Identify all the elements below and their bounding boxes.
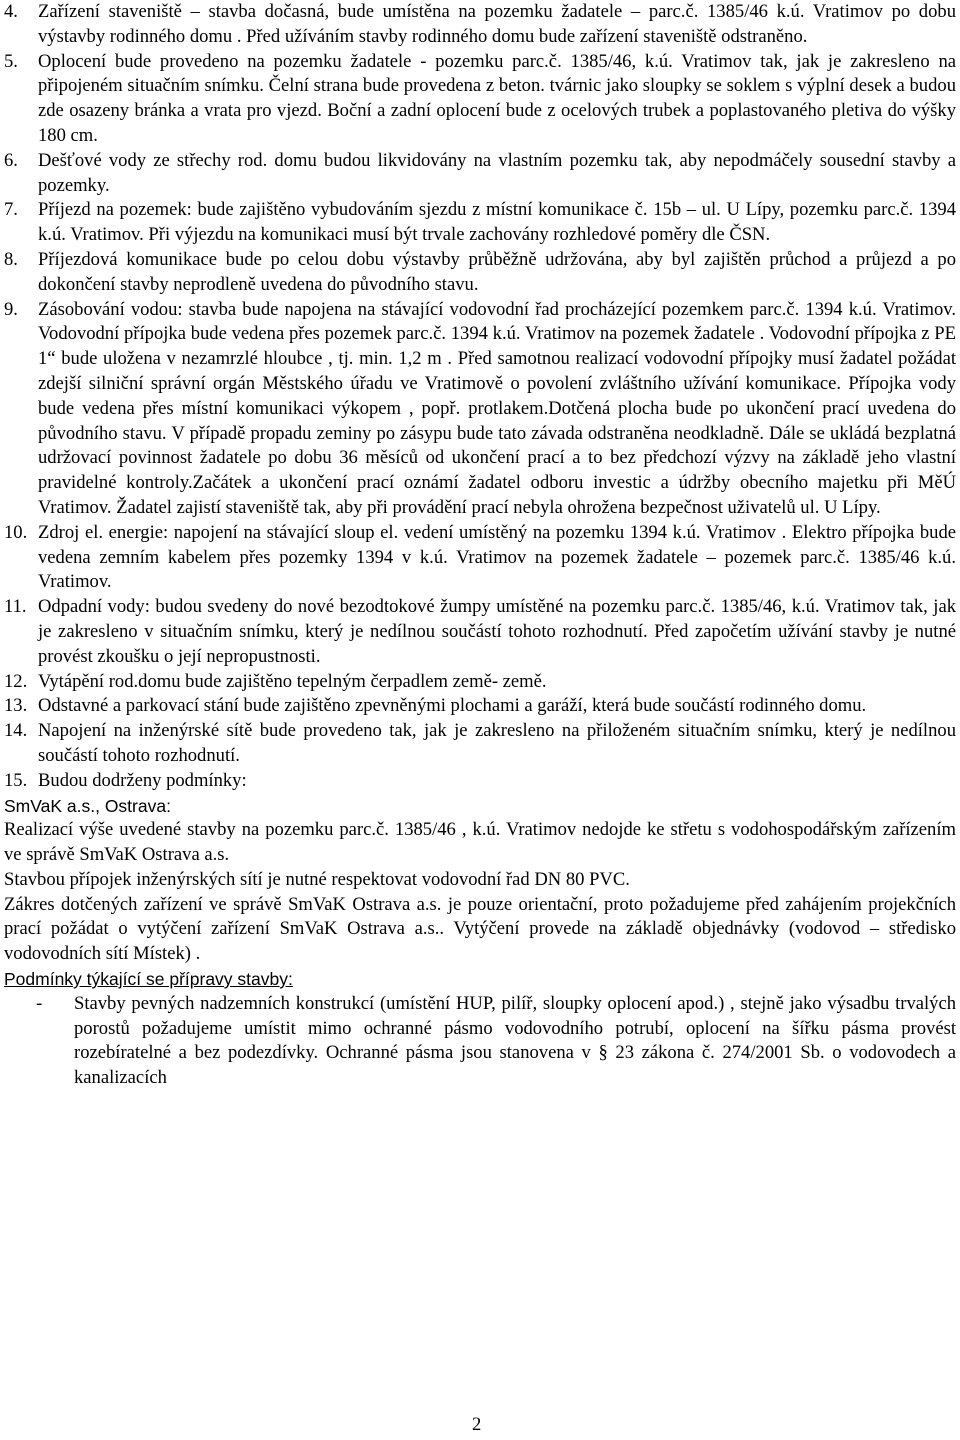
list-item: 5. Oplocení bude provedeno na pozemku žadatele - pozemku parc.č. 1385/46, k.ú. Vratimov tak, jak je zakresleno na připojeném situačním snímku. Čelní strana bude provedena z beton. tvárnic jako sloupky se soklem s výplní desek a budou zde osazeny bránka a vrata pro vjezd. Boční a zadní oplocení bude z ocelových trubek a poplastovaného pletiva do výšky 180 cm. — [4, 50, 956, 146]
conditions-item: - Stavby pevných nadzemních konstrukcí (umístění HUP, pilíř, sloupky oplocení apod.) , stejně jako výsadbu trvalých porostů požadujeme umístit mimo ochranné pásmo vodovodního potrubí, oplocení na šířku pásma provést rozebíratelné a bez podezdívky. Ochranné pásma jsou stanovena v § 23 zákona č. 274/2001 Sb. o vodovodech a kanalizacích — [36, 992, 956, 1089]
list-item: 6. Dešťové vody ze střechy rod. domu budou likvidovány na vlastním pozemku tak, aby nepodmáčely sousední stavby a pozemky. — [4, 149, 956, 196]
list-item: 8. Příjezdová komunikace bude po celou dobu výstavby průběžně udržována, aby byl zajištěn průchod a průjezd a po dokončení stavby neprodleně uvedena do původního stavu. — [4, 248, 956, 295]
list-item: 10. Zdroj el. energie: napojení na stávající sloup el. vedení umístěný na pozemku 1394 k.ú. Vratimov . Elektro přípojka bude vedena zemním kabelem přes pozemky 1394 v k.ú. Vratimov na pozemek žadatele – pozemek parc.č. 1385/46 k.ú. Vratimov. — [4, 521, 956, 593]
list-item: 12. Vytápění rod.domu bude zajištěno tepelným čerpadlem země- země. — [4, 670, 547, 692]
smvak-heading: SmVaK a.s., Ostrava: — [4, 795, 171, 816]
conditions-heading: Podmínky týkající se přípravy stavby: — [4, 969, 293, 990]
list-item: 15. Budou dodrženy podmínky: — [4, 769, 247, 791]
list-item: 7. Příjezd na pozemek: bude zajištěno vybudováním sjezdu z místní komunikace č. 15b – ul. U Lípy, pozemku parc.č. 1394 k.ú. Vratimov. Při výjezdu na komunikaci musí být trvale zachovány rozhledové poměry dle ČSN. — [4, 199, 956, 246]
list-item: 13. Odstavné a parkovací stání bude zajištěno zpevněnými plochami a garáží, která bude součástí rodinného domu. — [4, 695, 867, 717]
smvak-paragraph-3: Zákres dotčených zařízení ve správě SmVaK Ostrava a.s. je pouze orientační, proto požadujeme před zahájením projekčních prací požádat o vytýčení zařízení SmVaK Ostrava a.s.. Vytýčení provede na základě objednávky (vodovod – středisko vodovodních sítí Místek) . — [4, 893, 956, 965]
list-item: 14. Napojení na inženýrské sítě bude provedeno tak, jak je zakresleno na přiloženém situačním snímku, který je nedílnou součástí tohoto rozhodnutí. — [4, 720, 956, 766]
list-item: 9. Zásobování vodou: stavba bude napojena na stávající vodovodní řad procházející pozemkem parc.č. 1394 k.ú. Vratimov. Vodovodní přípojka bude vedena přes pozemek parc.č. 1394 k.ú. Vratimov na pozemek žadatele . Vodovodní přípojka z PE 1“ bude uložena v nezamrzlé hloubce , tj. min. 1,2 m . Před samotnou realizací vodovodní přípojky musí žadatel požádat zdejší silniční správní orgán Městského úřadu ve Vratimově o povolení zvláštního užívání komunikace. Přípojka vody bude vedena přes místní komunikaci výkopem , popř. protlakem.Dotčená plocha bude po ukončení prací uvedena do původního stavu. V případě propadu zeminy po zásypu bude tato závada odstraněna neodkladně. Dále se ukládá bezplatná udržovací povinnost žadatele po dobu 36 měsíců od ukončení prací a to bez předchozí výzvy na základě jeho vlastní pravidelné kontroly.Začátek a ukončení prací oznámí žadatel odboru investic a údržby obecního majetku při MěÚ Vratimov. Žadatel zajistí staveniště tak, aby při provádění prací nebyla ohrožena bezpečnost uživatelů ul. U Lípy. — [4, 298, 956, 518]
page-number: 2 — [472, 1414, 482, 1435]
list-item: 4. Zařízení staveniště – stavba dočasná, bude umístěna na pozemku žadatele – parc.č. 1385/46 k.ú. Vratimov po dobu výstavby rodinného domu . Před užíváním stavby rodinného domu bude zařízení staveniště odstraněno. — [4, 1, 956, 47]
smvak-paragraph-2: Stavbou přípojek inženýrských sítí je nutné respektovat vodovodní řad DN 80 PVC. — [4, 868, 630, 890]
smvak-paragraph-1: Realizací výše uvedené stavby na pozemku parc.č. 1385/46 , k.ú. Vratimov nedojde ke střetu s vodohospodářským zařízením ve správě SmVaK Ostrava a.s. — [4, 819, 956, 866]
list-item: 11. Odpadní vody: budou svedeny do nové bezodtokové žumpy umístěné na pozemku parc.č. 1385/46, k.ú. Vratimov tak, jak je zakresleno v situačním snímku, který je nedílnou součástí tohoto rozhodnutí. Před započetím užívání stavby je nutné provést zkoušku o její nepropustnosti. — [4, 596, 956, 667]
document-page — [4, 0, 956, 1091]
